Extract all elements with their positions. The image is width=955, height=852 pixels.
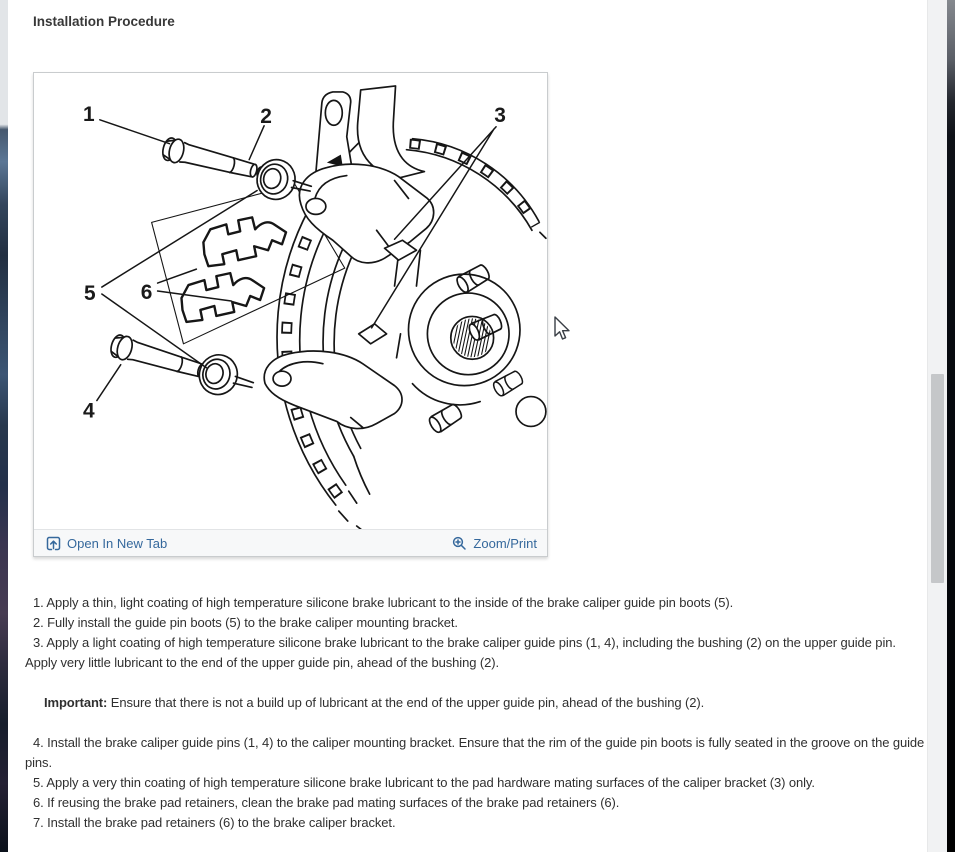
instruction-step-4: 4. Install the brake caliper guide pins (1, 4) to the caliper mounting bracket. Ensure that the rim of the guide pin boots is fully seated in the groove on the guide pins. — [25, 735, 925, 770]
instruction-step-3: 3. Apply a light coating of high temperature silicone brake lubricant to the brake caliper guide pins (1, 4), including the bushing (2) on the upper guide pin. Apply very little lubricant to the end of the upper guide pin, ahead of the bushing (2). — [25, 635, 896, 670]
open-in-new-tab-label: Open In New Tab — [67, 535, 168, 551]
guide-pin-boot-lower — [195, 350, 259, 403]
callout-2: 2 — [260, 104, 272, 128]
knuckle-strut — [316, 86, 425, 178]
callout-5: 5 — [84, 282, 96, 306]
important-text: Ensure that there is not a build up of lubricant at the end of the upper guide pin, ahead of the bushing (2). — [107, 695, 705, 710]
hub-group — [408, 263, 545, 435]
instruction-step-5: 5. Apply a very thin coating of high temperature silicone brake lubricant to the pad hardware mating surfaces of the caliper bracket (3) only. — [33, 775, 815, 790]
instructions-section — [25, 593, 928, 833]
vertical-scrollbar-track[interactable] — [927, 0, 947, 852]
callout-4: 4 — [83, 399, 95, 423]
open-in-new-tab-icon — [46, 536, 61, 551]
figure-footer-bar — [34, 529, 547, 556]
vertical-scrollbar-thumb[interactable] — [931, 374, 944, 583]
important-note — [25, 693, 928, 713]
callout-1: 1 — [83, 102, 95, 126]
figure-panel — [33, 72, 548, 557]
guide-pin-upper — [161, 136, 267, 184]
callout-6: 6 — [140, 281, 153, 305]
paragraph-spacer — [25, 713, 928, 733]
instruction-step-2: 2. Fully install the guide pin boots (5) to the brake caliper mounting bracket. — [33, 615, 458, 630]
instruction-step-7: 7. Install the brake pad retainers (6) to the brake caliper bracket. — [33, 815, 396, 830]
desktop-background-left-sliver — [0, 0, 8, 852]
open-in-new-tab-link[interactable] — [46, 536, 167, 551]
callout-3: 3 — [494, 103, 506, 127]
zoom-print-link[interactable] — [452, 536, 537, 551]
instruction-step-6: 6. If reusing the brake pad retainers, clean the brake pad mating surfaces of the brake pad retainers (6). — [33, 795, 620, 810]
paragraph-spacer — [25, 673, 928, 693]
desktop-background-right-sliver — [947, 0, 955, 852]
brake-assembly-diagram — [34, 73, 547, 529]
caliper-bracket-upper — [299, 164, 433, 263]
guide-pin-lower — [108, 333, 214, 384]
page-title: Installation Procedure — [33, 14, 175, 29]
zoom-print-label: Zoom/Print — [473, 535, 537, 551]
caliper-bracket-lower — [264, 324, 402, 429]
instruction-step-1: 1. Apply a thin, light coating of high temperature silicone brake lubricant to the inside of the brake caliper guide pin boots (5). — [33, 595, 734, 610]
mouse-cursor — [553, 316, 573, 342]
zoom-in-icon — [452, 536, 467, 551]
important-label: Important: — [44, 695, 108, 710]
